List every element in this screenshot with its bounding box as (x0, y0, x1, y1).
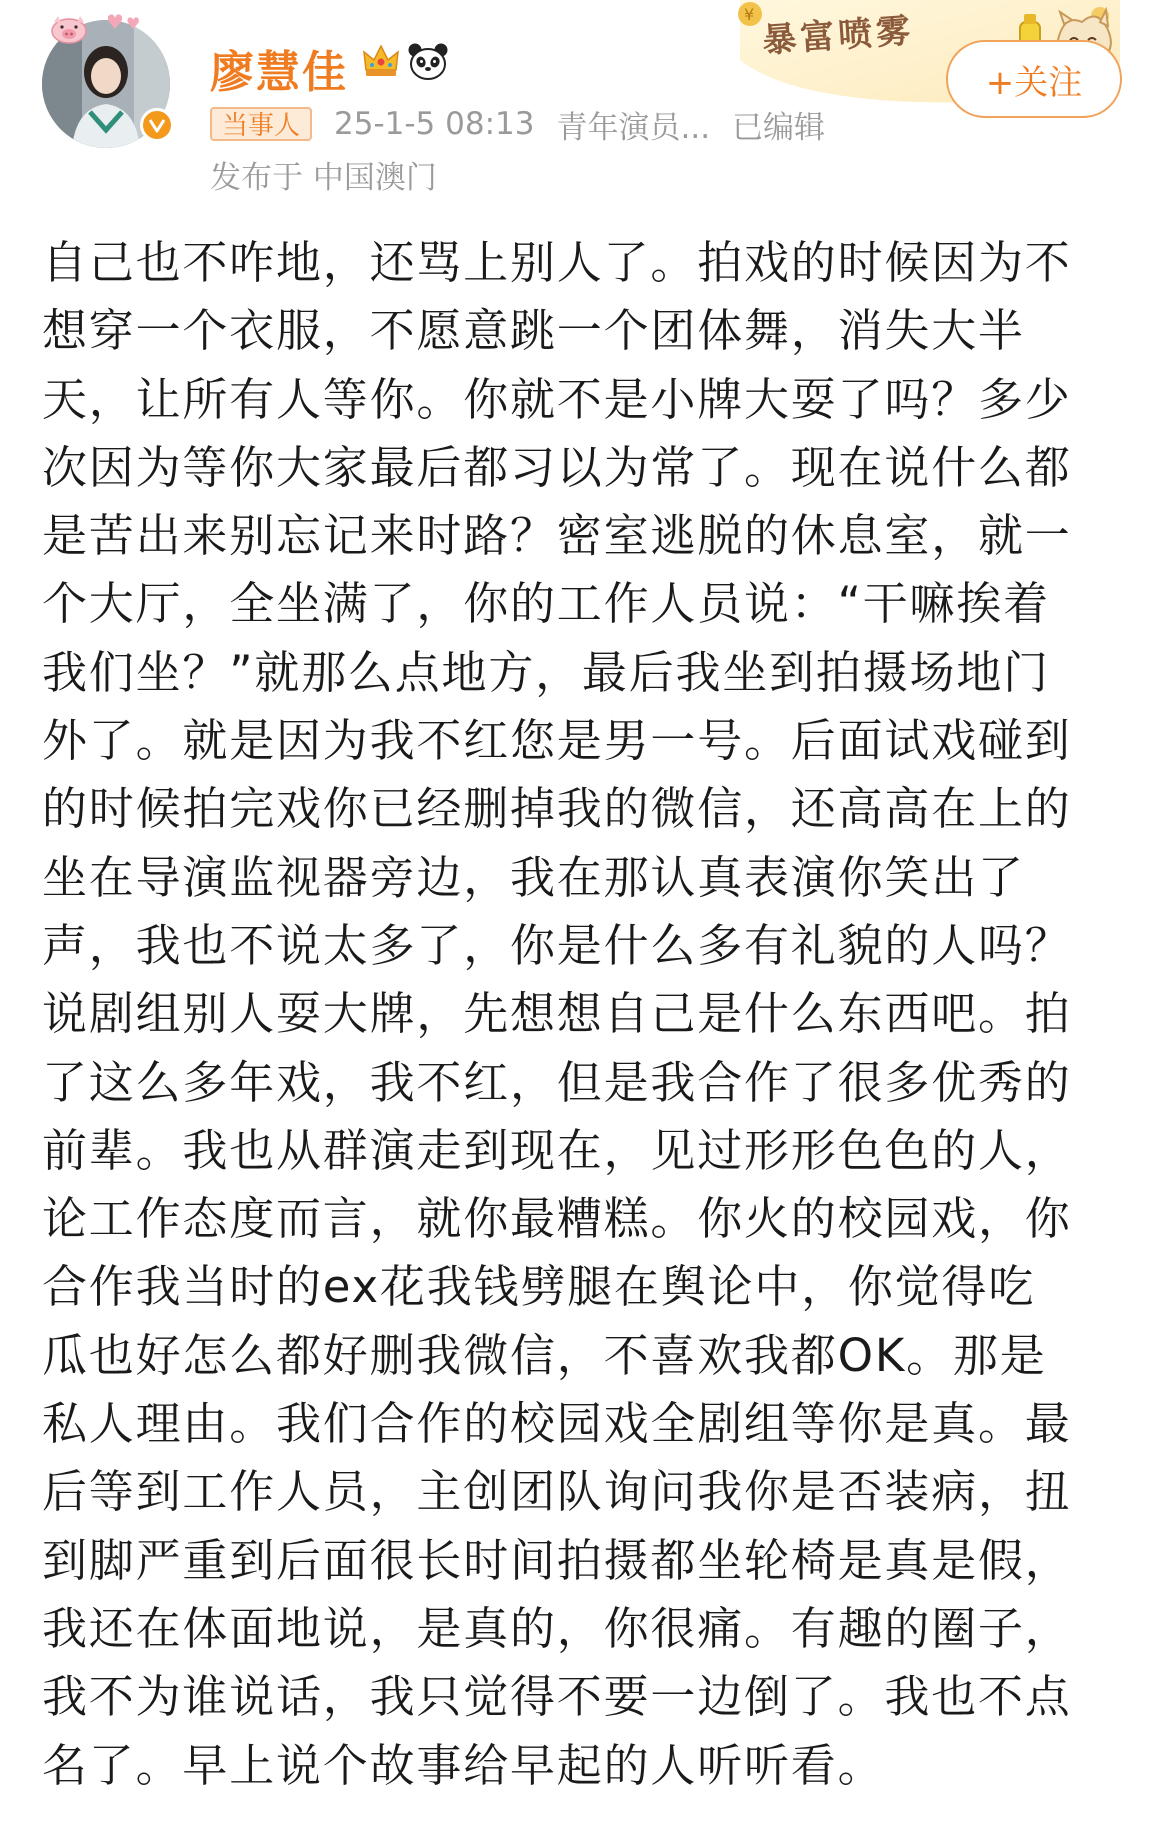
post-text-line: 名了。早上说个故事给早起的人听听看。 (42, 1738, 885, 1792)
post-text-line: 论工作态度而言，就你最糟糕。你火的校园戏，你 (42, 1192, 1072, 1246)
heart-icon: ♥ (126, 14, 141, 33)
post-text-line: 是苦出来别忘记来时路？密室逃脱的休息室，就一 (42, 509, 1072, 563)
post-text-line: 外了。就是因为我不红您是男一号。后面试戏碰到 (42, 714, 1072, 768)
pig-icon (48, 14, 90, 44)
post-text-line: 瓜也好怎么都好删我微信，不喜欢我都OK。那是 (42, 1328, 1047, 1382)
post-source: 青年演员... (556, 109, 711, 146)
follow-button[interactable]: +关注 (946, 40, 1122, 118)
post-text-line: 前辈。我也从群演走到现在，见过形形色色的人， (42, 1123, 1072, 1177)
post-text-line: 想穿一个衣服，不愿意跳一个团体舞，消失大半 (42, 304, 1025, 358)
crown-icon (360, 40, 402, 82)
post-text-line: 我们坐？”就那么点地方，最后我坐到拍摄场地门 (42, 645, 1050, 699)
post-text-line: 合作我当时的ex花我钱劈腿在舆论中，你觉得吃 (42, 1260, 1036, 1314)
post-text-line: 声，我也不说太多了，你是什么多有礼貌的人吗？ (42, 918, 1072, 972)
post-text-line: 说剧组别人耍大牌，先想想自己是什么东西吧。拍 (42, 987, 1072, 1041)
panda-icon (406, 40, 450, 84)
post-text-line: 坐在导演监视器旁边，我在那认真表演你笑出了 (42, 850, 1025, 904)
post-timestamp[interactable]: 25-1-5 08:13 (334, 106, 535, 142)
post-location: 发布于 中国澳门 (210, 160, 437, 196)
post-text-line: 次因为等你大家最后都习以为常了。现在说什么都 (42, 440, 1072, 494)
post-header (0, 0, 1170, 200)
avatar-wrapper[interactable] (42, 10, 170, 148)
svg-text:¥: ¥ (744, 5, 755, 24)
post-text-line: 的时候拍完戏你已经删掉我的微信，还高高在上的 (42, 782, 1072, 836)
post-text-line: 自己也不咋地，还骂上别人了。拍戏的时候因为不 (42, 236, 1072, 289)
post-text-line: 到脚严重到后面很长时间拍摄都坐轮椅是真是假， (42, 1533, 1072, 1587)
post-body (42, 229, 1132, 1800)
post-text-line: 天，让所有人等你。你就不是小牌大耍了吗？多少 (42, 372, 1072, 426)
post-text-line: 了这么多年戏，我不红，但是我合作了很多优秀的 (42, 1055, 1072, 1109)
post-text-line: 我不为谁说话，我只觉得不要一边倒了。我也不点 (42, 1670, 1072, 1724)
post-text-line: 我还在体面地说，是真的，你很痛。有趣的圈子， (42, 1601, 1072, 1655)
user-name[interactable]: 廖慧佳 (210, 47, 348, 98)
status-badge: 当事人 (210, 107, 312, 141)
verified-badge-icon (140, 108, 174, 142)
post-text-line: 私人理由。我们合作的校园戏全剧组等你是真。最 (42, 1397, 1072, 1451)
edited-label[interactable]: 已编辑 (732, 109, 826, 146)
post-text-line: 后等到工作人员，主创团队询问我你是否装病，扭 (42, 1465, 1072, 1519)
post-text-line: 个大厅，全坐满了，你的工作人员说：“干嘛挨着 (42, 577, 1050, 631)
heart-icon: ♥ (106, 10, 124, 34)
banner-text: 暴富喷雾 (761, 10, 916, 62)
